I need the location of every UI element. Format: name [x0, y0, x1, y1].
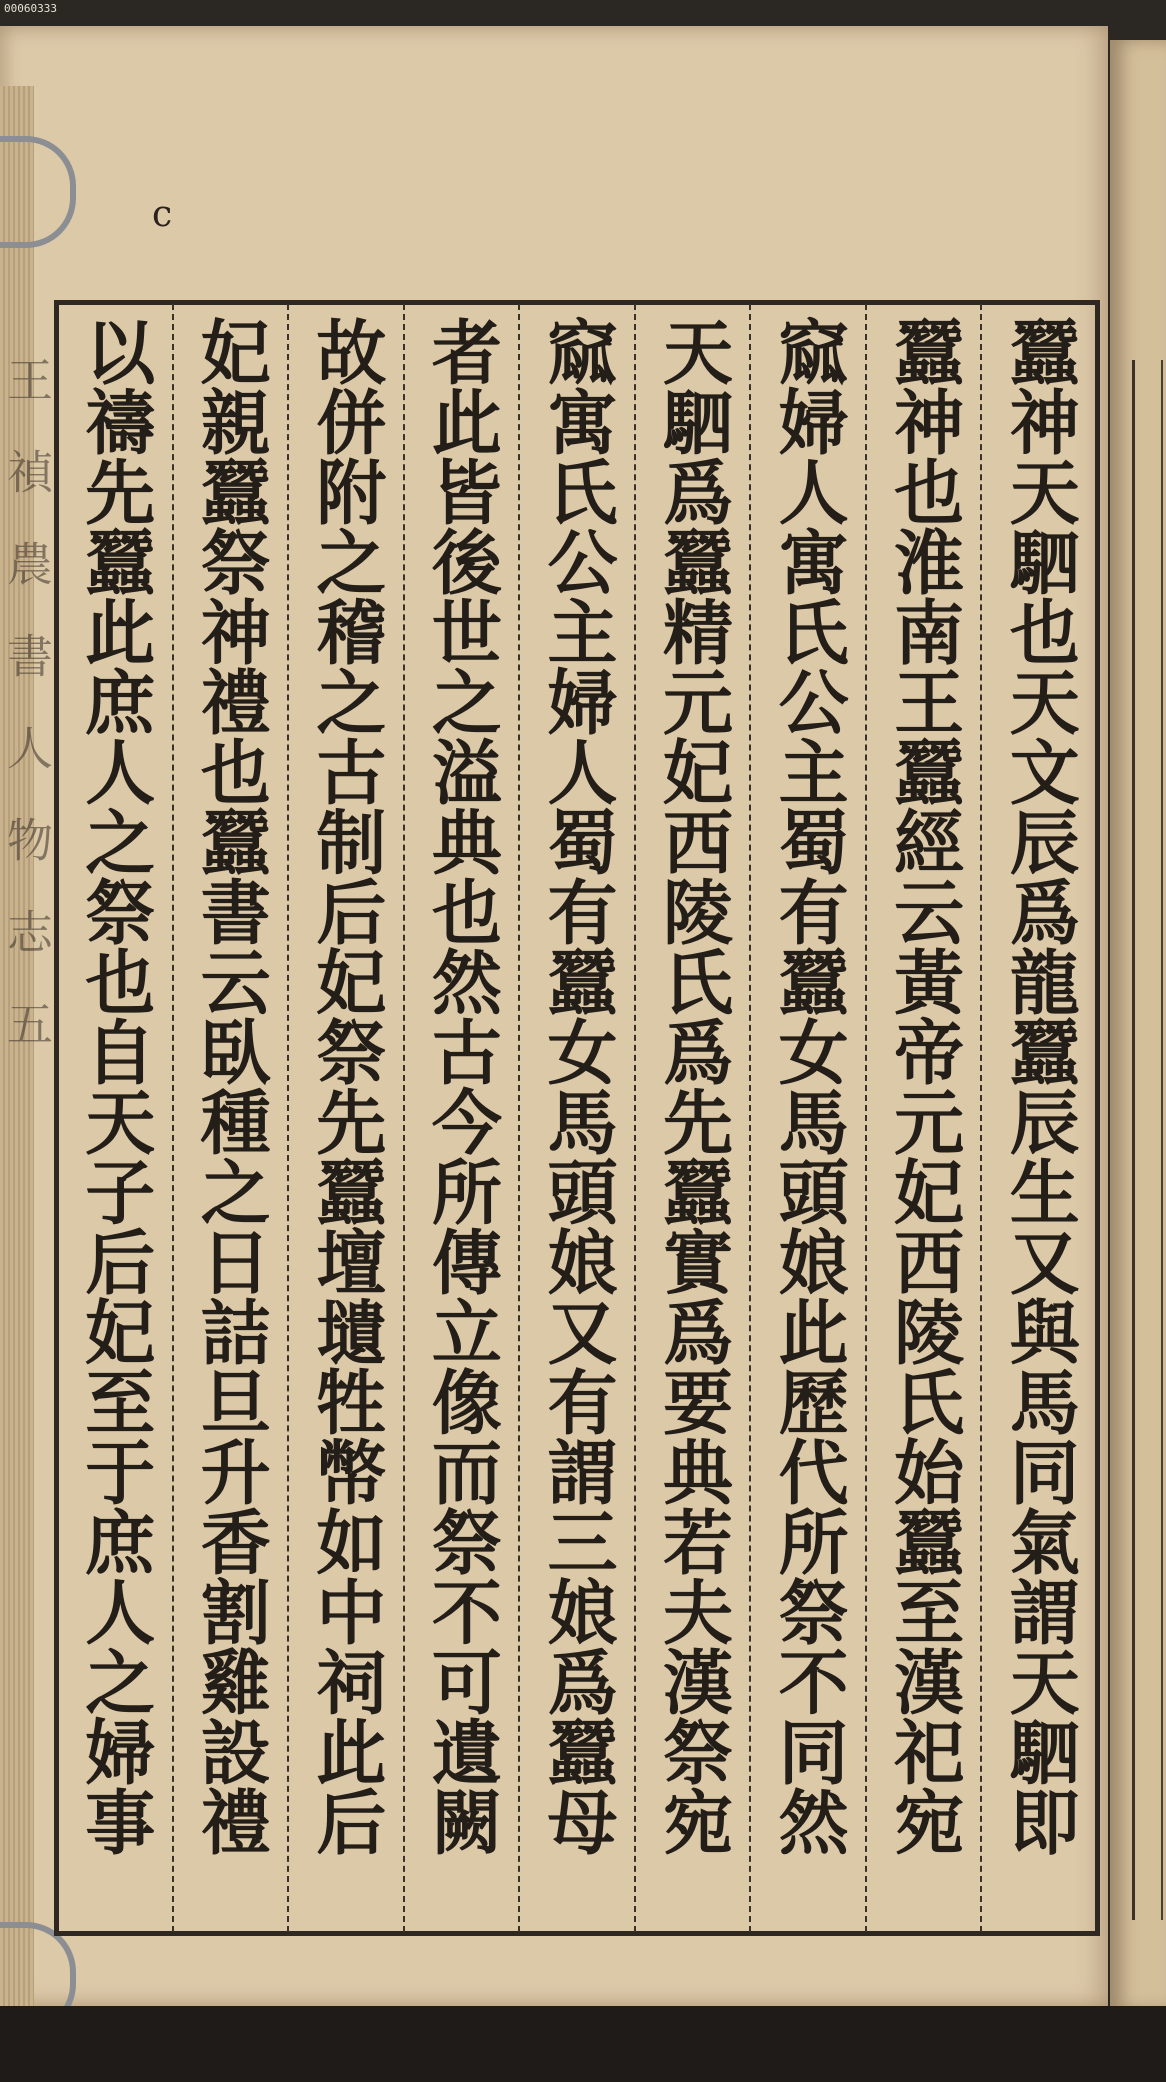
spine-fragment: 書: [0, 632, 54, 684]
text-column: [287, 304, 403, 1932]
margin-ink-mark: c: [152, 194, 173, 235]
text-column: [518, 304, 634, 1932]
text-column: [58, 304, 172, 1932]
text-column: [980, 304, 1096, 1932]
column-text: 妃親蠶祭神禮也蠶書云臥種之日詰旦升香割雞設禮: [189, 316, 273, 1856]
scan-id-label: 00060333: [4, 2, 57, 15]
spine-fragment: 五: [0, 1000, 54, 1052]
spine-text-fragments: [2, 356, 52, 1656]
binding-string-top: [0, 136, 76, 248]
facing-page-frame-lines: [1132, 360, 1163, 1920]
spine-fragment: 農: [0, 540, 54, 592]
spine-fragment: 人: [0, 724, 54, 776]
spine-fragment: 禎: [0, 448, 54, 500]
text-column: [749, 304, 865, 1932]
facing-page-edge: [1110, 40, 1166, 2010]
text-column: [403, 304, 519, 1932]
column-text: 蠶神也淮南王蠶經云黃帝元妃西陵氏始蠶至漢祀宛: [882, 316, 966, 1856]
spine-fragment: 物: [0, 816, 54, 868]
spine-fragment: 王: [0, 356, 54, 408]
text-block-frame: [54, 300, 1100, 1936]
text-column: [172, 304, 288, 1932]
spine-fragment: 志: [0, 908, 54, 960]
book-page: [0, 26, 1108, 2006]
scanner-background: [0, 2006, 1166, 2082]
text-column: [634, 304, 750, 1932]
text-column: [865, 304, 981, 1932]
column-text: 故併附之稽之古制后妃祭先蠶壇壝牲幣如中祠此后: [304, 316, 388, 1856]
column-text: 以禱先蠶此庶人之祭也自天子后妃至于庶人之婦事: [73, 316, 157, 1856]
column-text: 窳婦人寓氏公主蜀有蠶女馬頭娘此歷代所祭不同然: [767, 316, 851, 1856]
column-text: 蠶神天駟也天文辰爲龍蠶辰生又與馬同氣謂天駟即: [998, 316, 1082, 1856]
column-text: 窳寓氏公主婦人蜀有蠶女馬頭娘又有謂三娘爲蠶母: [535, 316, 619, 1856]
column-text: 天駟爲蠶精元妃西陵氏爲先蠶實爲要典若夫漢祭宛: [651, 316, 735, 1856]
column-text: 者此皆後世之溢典也然古今所傳立像而祭不可遺闕: [420, 316, 504, 1856]
